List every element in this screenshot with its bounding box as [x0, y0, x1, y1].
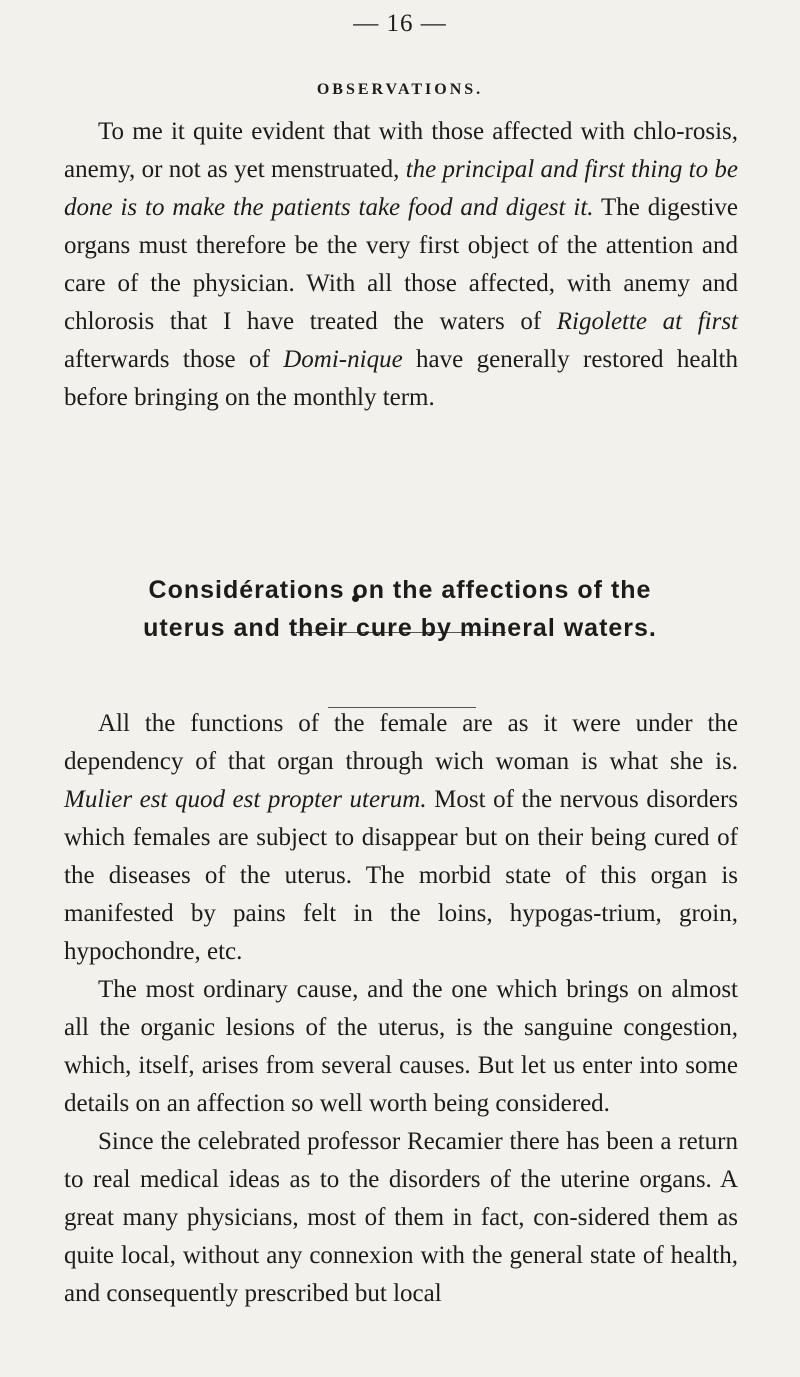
observations-text-4: have generally restored health before bringing on the monthly term.: [64, 346, 738, 411]
uterus-para1-text-a: All the functions of the female are as it were under the dependency of that organ through wich woman is what she is.: [64, 710, 738, 775]
observations-italic-1: the principal and first thing to be done is to make the patients take food and digest it.: [64, 156, 738, 221]
observations-italic-2: Rigolette at first: [556, 308, 738, 335]
observations-text-1: To me it quite evident that with those affected with chlo-rosis, anemy, or not as yet menstruated,: [64, 118, 738, 183]
page-number: — 16 —: [353, 10, 447, 37]
uterus-paragraph-2: The most ordinary cause, and the one which brings on almost all the organic lesions of the uterus, is the sanguine congestion, which, itself, arises from several causes. But let us enter into some details on an affection so well worth being considered.: [64, 976, 738, 1117]
uterus-para1-latin: Mulier est quod est propter uterum.: [64, 786, 427, 813]
uterus-section-text: [64, 705, 738, 1313]
heading-line-2: uterus and their cure by mineral waters.: [143, 614, 657, 642]
section-heading: [60, 571, 740, 647]
observations-text-3: afterwards those of: [64, 346, 284, 373]
observations-paragraph: [64, 113, 738, 417]
running-section-label: OBSERVATIONS.: [316, 81, 484, 98]
uterus-paragraph-1: [64, 705, 738, 971]
observations-italic-3: Domi-nique: [283, 346, 403, 373]
observations-text: [64, 113, 738, 417]
uterus-paragraph-3: Since the celebrated professor Recamier there has been a return to real medical ideas as to the disorders of the uterine organs. A great many physicians, most of them in fact, con-sidered them as quite local, without any connexion with the general state of health, and consequently prescribed but local: [64, 1128, 738, 1307]
uterus-para1-text-b: Most of the nervous disorders which females are subject to disappear but on their being cured of the diseases of the uterus. The morbid state of this organ is manifested by pains felt in the loins, hypogas-trium, groin, hypochondre, etc.: [64, 786, 738, 965]
heading-line-1: Considérations on the affections of the: [148, 576, 652, 604]
observations-text-2: The digestive organs must therefore be the very first object of the attention and care of the physician. With all those affected, with anemy and chlorosis that I have treated the waters of: [64, 194, 738, 335]
